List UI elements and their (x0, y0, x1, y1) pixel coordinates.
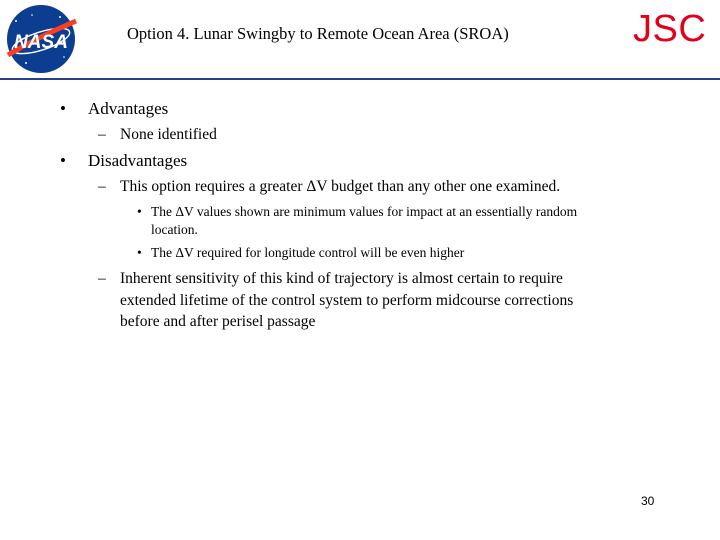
bullet-marker: • (137, 204, 142, 219)
sub-item-1-line-2: location. (151, 222, 198, 237)
bullet-marker: • (137, 245, 142, 260)
slide-title: Option 4. Lunar Swingby to Remote Ocean Area (SROA) (127, 24, 509, 43)
bullet-marker: • (60, 151, 66, 170)
sub-item-2: The ΔV required for longitude control will be even higher (151, 245, 465, 260)
disadvantages-heading: Disadvantages (88, 151, 188, 170)
bullet-marker: • (60, 99, 66, 118)
dash-marker: – (98, 126, 106, 143)
disadvantage-item-1: This option requires a greater ΔV budget than any other one examined. (120, 178, 561, 195)
disadvantage-item-2-line-3: before and after perisel passage (120, 313, 316, 330)
nasa-wordmark: NASA (14, 32, 68, 53)
disadvantage-item-2-line-1: Inherent sensitivity of this kind of trajectory is almost certain to require (120, 270, 563, 287)
dash-marker: – (98, 270, 106, 287)
advantages-heading: Advantages (88, 99, 169, 118)
jsc-mark: JSC (633, 8, 707, 50)
dash-marker: – (98, 178, 106, 195)
disadvantage-item-2-line-2: extended lifetime of the control system to perform midcourse corrections (120, 292, 574, 309)
sub-item-1-line-1: The ΔV values shown are minimum values for impact at an essentially random (151, 204, 578, 219)
advantage-item: None identified (120, 126, 217, 143)
nasa-logo (2, 3, 80, 75)
page-number: 30 (641, 494, 655, 508)
nasa-meatball-icon (2, 3, 80, 75)
header-rule (0, 78, 720, 80)
